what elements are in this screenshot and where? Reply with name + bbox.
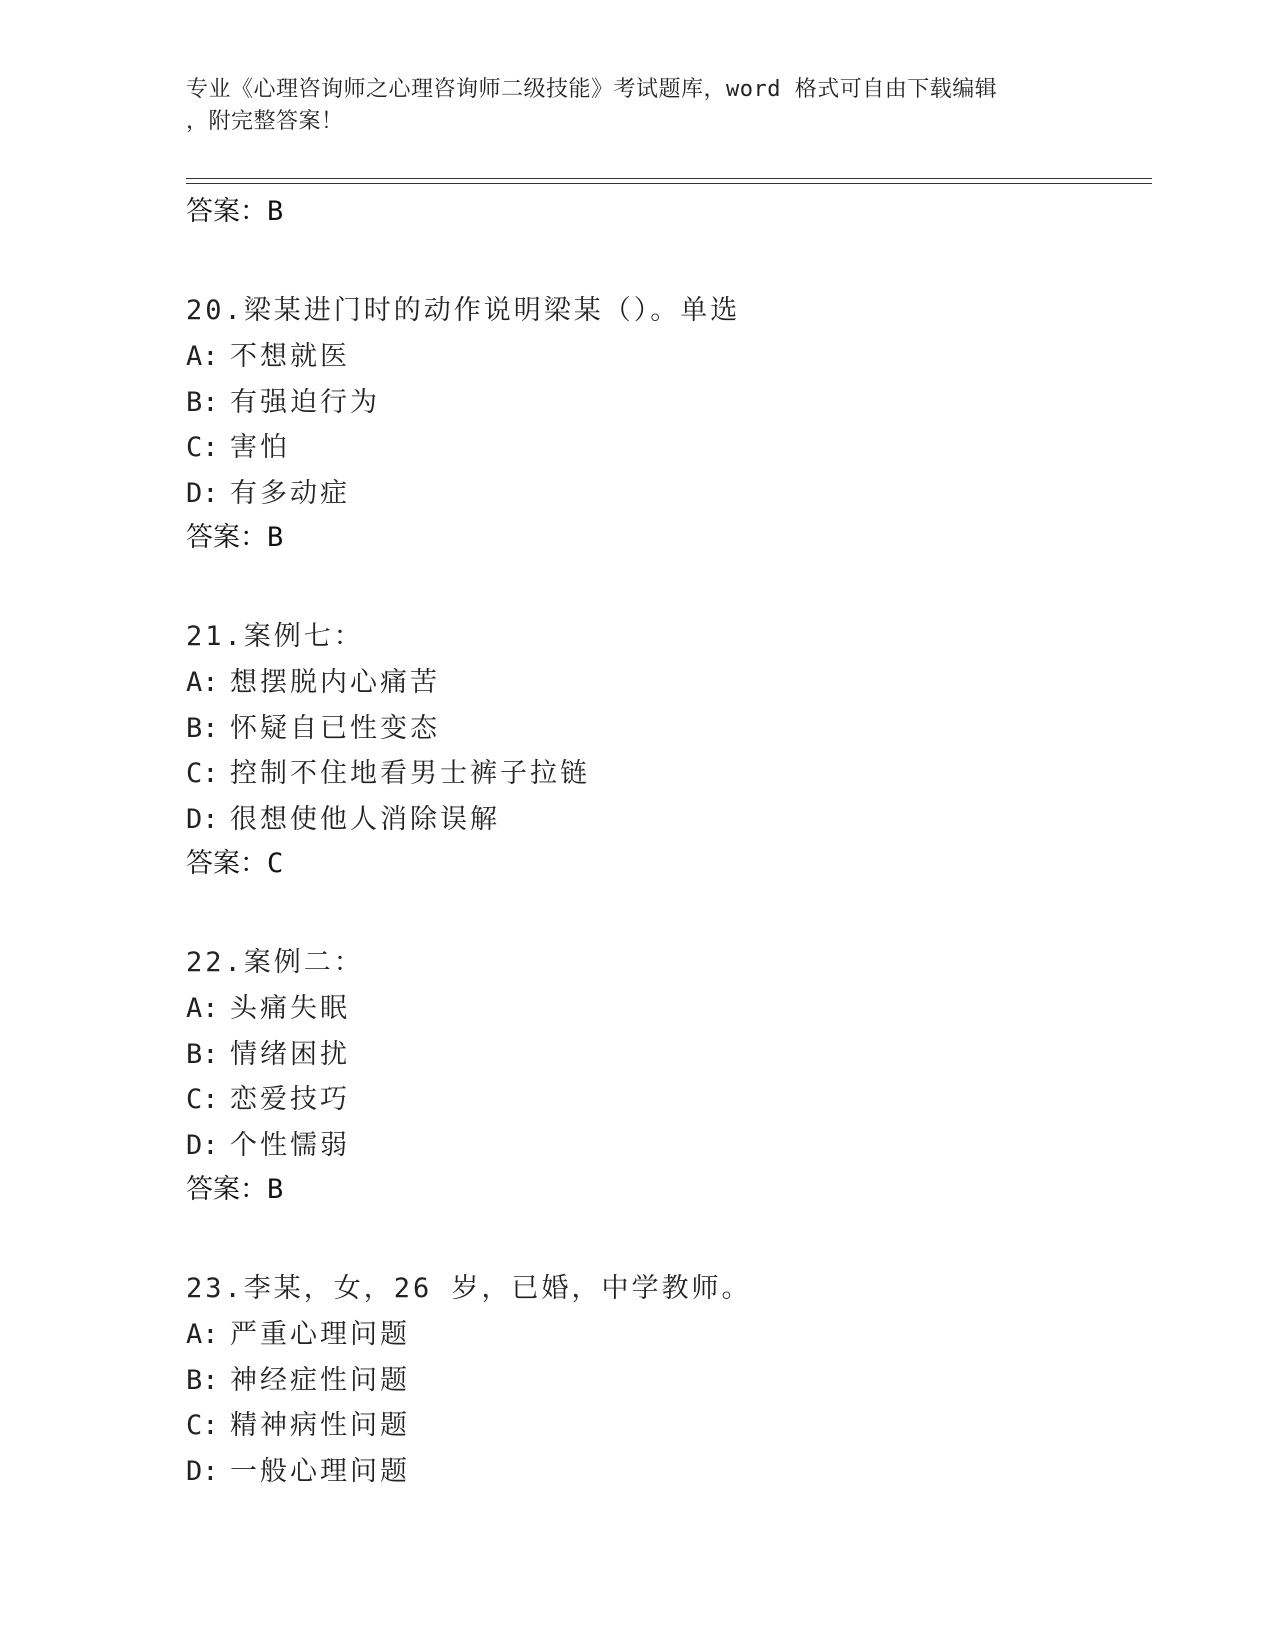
option-a (186, 986, 1146, 1032)
option-text: 控制不住地看男士裤子拉链 (230, 758, 590, 789)
question-item (186, 1266, 1146, 1494)
option-text: 神经症性问题 (230, 1364, 410, 1396)
question-stem: 22.案例二： (186, 947, 364, 978)
option-d (186, 1449, 1146, 1495)
header-line-2: ，附完整答案！ (186, 109, 344, 134)
question-stem: 20.梁某进门时的动作说明梁某（）。单选 (186, 295, 741, 326)
option-key: A: (186, 667, 219, 698)
answer-label: 答案： (186, 848, 267, 879)
option-key: A: (186, 1319, 219, 1350)
option-key: C: (186, 432, 219, 463)
answer-value: B (267, 1174, 284, 1205)
option-key: D: (186, 477, 219, 509)
option-c (186, 1403, 1146, 1449)
option-b (186, 1358, 1146, 1404)
option-c (186, 751, 1146, 797)
answer-label: 答案： (186, 1174, 267, 1205)
answer-line (186, 1168, 1146, 1212)
document-header (186, 74, 1086, 138)
option-text: 想摆脱内心痛苦 (230, 667, 440, 698)
header-divider-top (186, 178, 1152, 179)
option-key: B: (186, 386, 219, 418)
option-key: B: (186, 712, 219, 744)
option-c (186, 425, 1146, 471)
option-text: 头痛失眠 (230, 993, 350, 1024)
answer-label: 答案： (186, 196, 267, 227)
option-text: 情绪困扰 (230, 1038, 350, 1070)
option-d (186, 1123, 1146, 1169)
option-text: 很想使他人消除误解 (230, 803, 500, 835)
option-d (186, 797, 1146, 843)
option-a (186, 334, 1146, 380)
option-d (186, 471, 1146, 517)
answer-line (186, 516, 1146, 560)
option-b (186, 706, 1146, 752)
option-text: 怀疑自已性变态 (230, 712, 440, 744)
option-text: 一般心理问题 (230, 1455, 410, 1487)
answer-value: C (267, 848, 284, 879)
question-stem: 23.李某，女，26 岁，已婚，中学教师。 (186, 1273, 752, 1304)
option-key: A: (186, 993, 219, 1024)
answer-label: 答案： (186, 522, 267, 553)
option-text: 不想就医 (230, 341, 350, 372)
option-key: D: (186, 1455, 219, 1487)
option-key: B: (186, 1364, 219, 1396)
option-c (186, 1077, 1146, 1123)
option-key: B: (186, 1038, 219, 1070)
question-stem: 21.案例七： (186, 621, 364, 652)
option-key: C: (186, 1410, 219, 1441)
option-text: 害怕 (230, 432, 290, 463)
option-key: D: (186, 803, 219, 835)
option-key: D: (186, 1129, 219, 1161)
answer-value: B (267, 196, 284, 227)
option-key: C: (186, 758, 219, 789)
question-item (186, 940, 1146, 1212)
option-text: 个性懦弱 (230, 1129, 350, 1161)
answer-value: B (267, 522, 284, 553)
option-text: 严重心理问题 (230, 1319, 410, 1350)
option-text: 恋爱技巧 (230, 1084, 350, 1115)
option-text: 有多动症 (230, 477, 350, 509)
option-a (186, 1312, 1146, 1358)
option-key: C: (186, 1084, 219, 1115)
answer-line (186, 190, 1146, 234)
option-key: A: (186, 341, 219, 372)
header-line-1: 专业《心理咨询师之心理咨询师二级技能》考试题库，word 格式可自由下载编辑 (186, 77, 998, 102)
option-text: 有强迫行为 (230, 386, 380, 418)
answer-line (186, 842, 1146, 886)
header-divider-bottom (186, 183, 1152, 184)
option-text: 精神病性问题 (230, 1410, 410, 1441)
option-a (186, 660, 1146, 706)
option-b (186, 380, 1146, 426)
question-item (186, 614, 1146, 886)
question-list (186, 190, 1146, 1494)
option-b (186, 1032, 1146, 1078)
question-item (186, 288, 1146, 560)
